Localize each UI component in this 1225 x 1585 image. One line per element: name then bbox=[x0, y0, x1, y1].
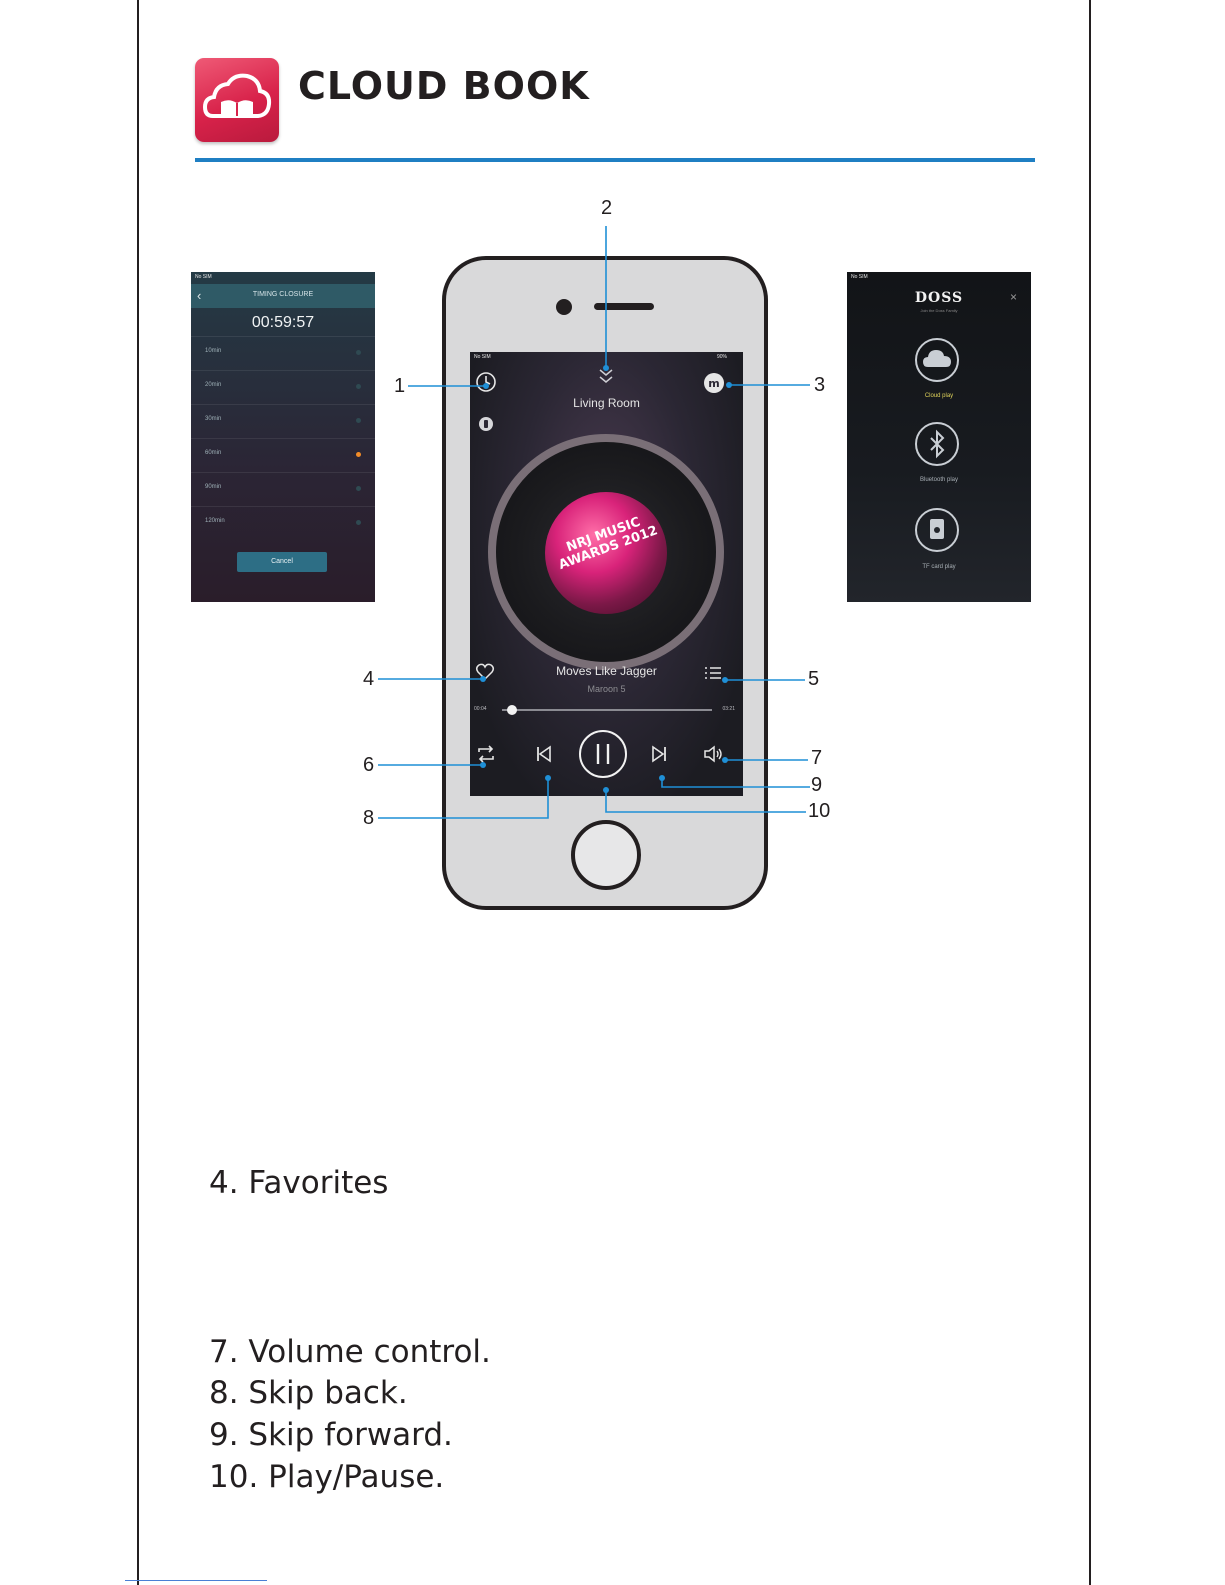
playlist-icon[interactable] bbox=[702, 662, 724, 684]
play-pause-icon[interactable] bbox=[577, 728, 629, 780]
mode-screenshot bbox=[847, 272, 1031, 602]
callout-5: 5 bbox=[808, 668, 820, 690]
skip-back-icon[interactable] bbox=[532, 742, 556, 766]
carrier-label: No SIM bbox=[474, 354, 491, 360]
callout-2: 2 bbox=[601, 197, 613, 219]
cancel-button[interactable]: Cancel bbox=[237, 552, 327, 572]
right-margin-line bbox=[1089, 0, 1091, 1585]
skip-forward-icon[interactable] bbox=[647, 742, 671, 766]
callout-7: 7 bbox=[811, 747, 823, 769]
feature-favorites: 4. Favorites bbox=[209, 1165, 389, 1201]
player-screen bbox=[470, 352, 743, 796]
artist-name: Maroon 5 bbox=[587, 684, 626, 694]
callout-10: 10 bbox=[808, 800, 831, 822]
cloud-book-icon bbox=[195, 58, 279, 142]
album-art-text: NRJ MUSIC AWARDS 2012 bbox=[556, 514, 660, 573]
progress-track[interactable] bbox=[502, 709, 712, 711]
option-label: 60min bbox=[205, 450, 222, 456]
room-name: Living Room bbox=[573, 396, 640, 410]
timer-screenshot bbox=[191, 272, 375, 602]
callout-6: 6 bbox=[363, 754, 375, 776]
timer-option[interactable] bbox=[191, 370, 375, 405]
option-label: 120min bbox=[205, 518, 225, 524]
album-art bbox=[545, 492, 667, 614]
speaker-group-icon[interactable] bbox=[478, 416, 494, 432]
mode-label: Cloud play bbox=[924, 393, 954, 399]
timer-option[interactable] bbox=[191, 404, 375, 439]
radio-selected-icon bbox=[356, 452, 361, 457]
cloud-icon[interactable] bbox=[915, 338, 959, 382]
radio-icon bbox=[356, 350, 361, 355]
radio-icon bbox=[356, 418, 361, 423]
battery-label: 90% bbox=[716, 354, 727, 360]
timer-clock-icon[interactable] bbox=[474, 370, 498, 394]
doss-tagline: Join the Doss Family bbox=[920, 308, 958, 313]
timer-option[interactable] bbox=[191, 506, 375, 541]
radio-icon bbox=[356, 486, 361, 491]
svg-text:m: m bbox=[708, 377, 720, 390]
callout-3: 3 bbox=[814, 374, 826, 396]
status-bar: No SIM bbox=[851, 274, 868, 280]
timer-title: TIMING CLOSURE bbox=[252, 291, 314, 298]
speaker-grille bbox=[594, 303, 654, 310]
option-label: 90min bbox=[205, 484, 222, 490]
left-margin-line bbox=[137, 0, 139, 1585]
tf-card-icon[interactable] bbox=[915, 508, 959, 552]
status-bar bbox=[474, 354, 739, 360]
timer-option[interactable] bbox=[191, 336, 375, 371]
feature-volume: 7. Volume control. bbox=[209, 1334, 491, 1370]
song-title: Moves Like Jagger bbox=[556, 664, 657, 678]
camera-icon bbox=[556, 299, 572, 315]
callout-4: 4 bbox=[363, 668, 375, 690]
progress-knob[interactable] bbox=[507, 705, 517, 715]
mode-switch-icon[interactable] bbox=[702, 371, 726, 395]
callout-1: 1 bbox=[394, 375, 406, 397]
countdown: 00:59:57 bbox=[251, 314, 315, 331]
feature-skip-back: 8. Skip back. bbox=[209, 1375, 408, 1411]
close-icon[interactable]: × bbox=[1009, 290, 1017, 304]
radio-icon bbox=[356, 520, 361, 525]
collapse-chevron-icon[interactable] bbox=[594, 364, 618, 388]
feature-play-pause: 10. Play/Pause. bbox=[209, 1459, 445, 1495]
duration-time: 03:21 bbox=[722, 706, 735, 712]
timer-titlebar bbox=[191, 284, 375, 308]
feature-skip-forward: 9. Skip forward. bbox=[209, 1417, 453, 1453]
mode-label: TF card play bbox=[922, 564, 956, 570]
timer-option[interactable] bbox=[191, 472, 375, 507]
mode-label: Bluetooth play bbox=[919, 477, 959, 483]
back-icon[interactable]: ‹ bbox=[197, 288, 202, 303]
radio-icon bbox=[356, 384, 361, 389]
option-label: 10min bbox=[205, 348, 222, 354]
callout-8: 8 bbox=[363, 807, 375, 829]
timer-option[interactable] bbox=[191, 438, 375, 473]
doss-logo: DOSS bbox=[914, 290, 964, 306]
option-label: 30min bbox=[205, 416, 222, 422]
repeat-icon[interactable] bbox=[474, 742, 498, 766]
volume-icon[interactable] bbox=[702, 742, 726, 766]
callout-9: 9 bbox=[811, 774, 823, 796]
bluetooth-icon[interactable] bbox=[915, 422, 959, 466]
brand-title: CLOUD BOOK bbox=[298, 64, 590, 108]
home-button[interactable] bbox=[571, 820, 641, 890]
elapsed-time: 00:04 bbox=[474, 706, 487, 712]
footer-link-underline bbox=[125, 1580, 267, 1581]
option-label: 20min bbox=[205, 382, 222, 388]
status-bar: No SIM bbox=[195, 274, 212, 280]
header-rule bbox=[195, 158, 1035, 162]
